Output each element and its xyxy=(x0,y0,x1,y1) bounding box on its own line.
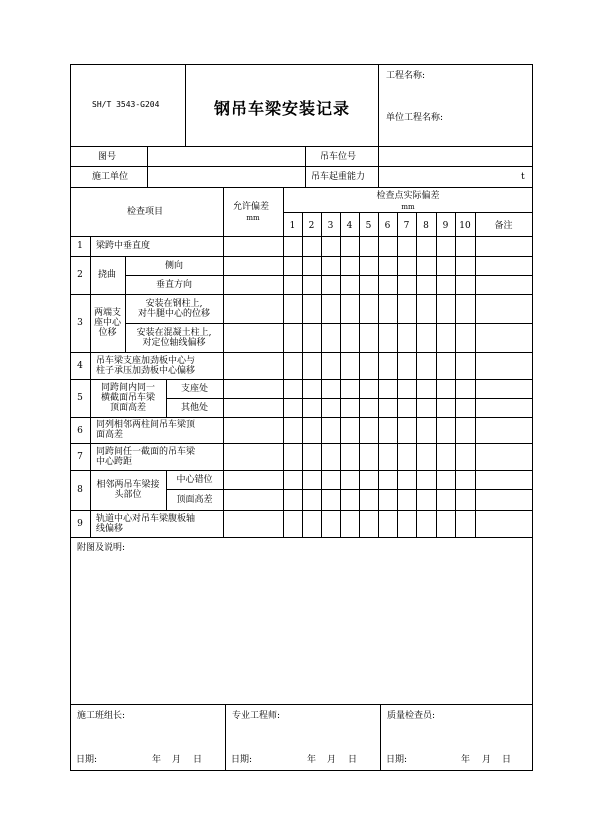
date-day: 日 xyxy=(348,755,358,765)
row-number: 7 xyxy=(77,452,83,462)
drawing-no-label: 图号 xyxy=(98,152,117,162)
grid-line xyxy=(455,212,456,537)
date-year: 年 xyxy=(152,755,162,765)
grid-line xyxy=(380,704,381,770)
date-year: 年 xyxy=(461,755,471,765)
row-number: 1 xyxy=(77,241,83,251)
point-number: 2 xyxy=(308,221,315,231)
date-month: 月 xyxy=(482,755,492,765)
grid-line xyxy=(378,64,379,187)
form-code: SH/T 3543-G204 xyxy=(92,100,160,109)
point-number: 10 xyxy=(459,221,471,231)
point-number: 6 xyxy=(384,221,391,231)
grid-line xyxy=(302,212,303,537)
grid-line xyxy=(416,212,417,537)
row-number: 8 xyxy=(77,485,83,495)
row-item: 梁跨中垂直度 xyxy=(96,241,151,251)
date-month: 月 xyxy=(172,755,182,765)
actual-unit: mm xyxy=(401,203,415,211)
project-name-label: 工程名称: xyxy=(386,71,426,81)
notes-label: 附图及说明: xyxy=(77,543,126,553)
row-subitem-line: 对定位轴线偏移 xyxy=(142,338,206,348)
row-subitem: 中心错位 xyxy=(176,475,213,485)
row-item: 挠曲 xyxy=(98,270,117,280)
border-bottom xyxy=(70,770,533,771)
point-number: 3 xyxy=(327,221,334,231)
row-item-line: 头部位 xyxy=(114,490,142,500)
grid-line xyxy=(70,187,533,188)
inspector-label: 质量检查员: xyxy=(387,711,436,721)
row-number: 2 xyxy=(77,270,83,280)
point-number: 1 xyxy=(289,221,296,231)
row-item-line: 两端支 xyxy=(93,308,121,318)
row-item-line: 吊车梁支座加劲板中心与 xyxy=(96,356,196,366)
row-number: 3 xyxy=(77,318,83,328)
row-item-line: 位移 xyxy=(98,328,117,338)
grid-line xyxy=(125,275,533,276)
grid-line xyxy=(305,146,306,187)
page-title: 钢吊车梁安装记录 xyxy=(214,99,351,118)
row-item-line: 面高差 xyxy=(96,430,124,440)
grid-line xyxy=(397,212,398,537)
grid-line xyxy=(321,212,322,537)
row-subitem-line: 对牛腿中心的位移 xyxy=(137,309,210,319)
row-number: 9 xyxy=(77,519,83,529)
grid-line xyxy=(225,704,226,770)
unit-project-label: 单位工程名称: xyxy=(386,113,444,123)
item-header: 检查项目 xyxy=(127,207,164,217)
point-number: 9 xyxy=(442,221,449,231)
row-number: 4 xyxy=(77,361,83,371)
row-subitem: 侧向 xyxy=(164,261,183,271)
date-month: 月 xyxy=(327,755,337,765)
point-number: 8 xyxy=(423,221,429,231)
grid-line xyxy=(340,212,341,537)
point-number: 4 xyxy=(346,221,353,231)
grid-line xyxy=(378,212,379,537)
row-subitem: 垂直方向 xyxy=(155,280,192,290)
row-item-line: 中心跨距 xyxy=(96,457,133,467)
grid-line xyxy=(185,64,186,146)
row-subitem: 支座处 xyxy=(180,384,208,394)
row-subitem: 其他处 xyxy=(180,403,208,413)
row-item-line: 同跨间内同一 xyxy=(100,383,155,393)
grid-line xyxy=(436,212,437,537)
grid-line xyxy=(166,489,533,490)
row-item-line: 横截面吊车梁 xyxy=(100,393,155,403)
row-item-line: 同跨间任一截面的吊车梁 xyxy=(96,447,196,457)
grid-line xyxy=(359,212,360,537)
tolerance-unit: mm xyxy=(246,214,260,222)
row-number: 5 xyxy=(77,393,83,403)
date-year: 年 xyxy=(307,755,317,765)
crane-position-label: 吊车位号 xyxy=(320,152,357,162)
grid-line xyxy=(70,146,533,147)
actual-header: 检查点实际偏差 xyxy=(376,191,440,201)
row-subitem: 顶面高差 xyxy=(176,495,213,505)
row-item-line: 柱子承压加劲板中心偏移 xyxy=(96,366,196,376)
row-subitem-line: 安装在钢柱上, xyxy=(145,299,203,309)
team-leader-label: 施工班组长: xyxy=(77,711,126,721)
date-label: 日期: xyxy=(231,755,253,765)
capacity-unit: t xyxy=(521,172,525,182)
row-item-line: 相邻两吊车梁接 xyxy=(96,480,160,490)
grid-line xyxy=(475,212,476,537)
lifting-capacity-label: 吊车起重能力 xyxy=(311,172,366,182)
point-number: 5 xyxy=(365,221,372,231)
date-label: 日期: xyxy=(76,755,98,765)
date-label: 日期: xyxy=(386,755,408,765)
remark-header: 备注 xyxy=(494,221,513,231)
row-item-line: 同列相邻两柱间吊车梁顶 xyxy=(96,420,196,430)
grid-line xyxy=(125,323,533,324)
row-item-line: 座中心 xyxy=(93,318,121,328)
row-item-line: 线偏移 xyxy=(96,524,124,534)
grid-line xyxy=(283,187,284,537)
grid-line xyxy=(70,166,533,167)
date-day: 日 xyxy=(193,755,203,765)
point-number: 7 xyxy=(403,221,410,231)
border-top xyxy=(70,64,533,65)
row-item-line: 顶面高差 xyxy=(109,403,146,413)
grid-line xyxy=(70,704,533,705)
construction-unit-label: 施工单位 xyxy=(92,172,129,182)
tolerance-header: 允许偏差 xyxy=(233,202,270,212)
row-subitem-line: 安装在混凝土柱上, xyxy=(136,328,212,338)
row-number: 6 xyxy=(77,426,83,436)
grid-line xyxy=(223,187,224,537)
grid-line xyxy=(147,146,148,187)
engineer-label: 专业工程师: xyxy=(232,711,281,721)
row-item-line: 轨道中心对吊车梁腹板轴 xyxy=(96,514,196,524)
grid-line xyxy=(70,537,533,538)
date-day: 日 xyxy=(502,755,512,765)
grid-line xyxy=(166,398,533,399)
